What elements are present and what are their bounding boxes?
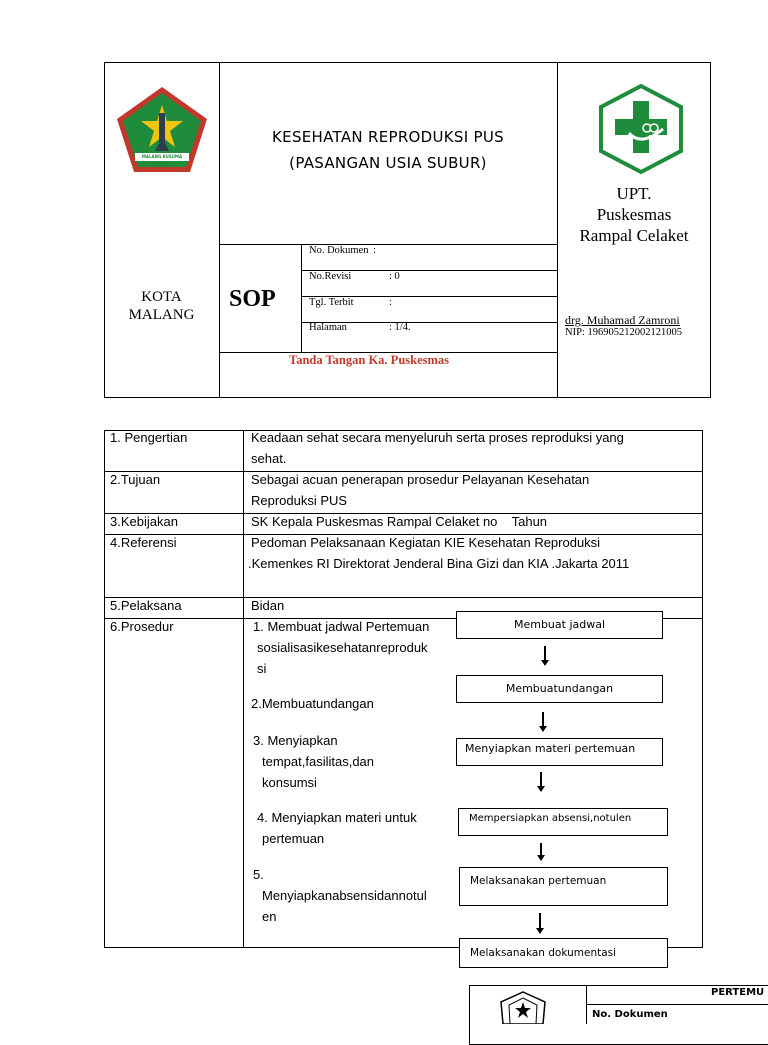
divider xyxy=(219,62,220,398)
flowchart-box: Melaksanakan dokumentasi xyxy=(459,938,668,968)
row-content: SK Kepala Puskesmas Rampal Celaket no Tahun xyxy=(251,514,548,529)
footer-doc-label: No. Dokumen xyxy=(592,1009,668,1020)
row-content: Keadaan sehat secara menyeluruh serta proses reproduksi yang sehat. xyxy=(251,430,624,466)
title-line-2: (PASANGAN USIA SUBUR) xyxy=(289,154,487,172)
footer-title: PERTEMU xyxy=(711,987,765,998)
document-title xyxy=(219,124,557,176)
row-label: 2.Tujuan xyxy=(110,472,161,487)
meta-label: No. Dokumen xyxy=(309,245,369,256)
row-content: Bidan xyxy=(251,598,285,613)
procedure-step: 3. Menyiapkan tempat,fasilitas,dan konsumsi xyxy=(253,733,375,790)
flowchart-box: Membuatundangan xyxy=(456,675,663,703)
procedure-step: 5. Menyiapkanabsensidannotul en xyxy=(253,867,427,924)
meta-label: No.Revisi xyxy=(309,271,352,282)
meta-row xyxy=(309,297,549,321)
upt-name: UPT. Puskesmas Rampal Celaket xyxy=(579,184,689,245)
row-label: 3.Kebijakan xyxy=(110,514,178,529)
row-content: Sebagai acuan penerapan prosedur Pelayanan Kesehatan Reproduksi PUS xyxy=(251,472,590,508)
row-label: 1. Pengertian xyxy=(110,430,188,445)
flowchart-box: Menyiapkan materi pertemuan xyxy=(456,738,663,766)
row-label: 5.Pelaksana xyxy=(110,598,182,613)
signer-nip: NIP: 196905212002121005 xyxy=(565,327,682,338)
title-line-1: KESEHATAN REPRODUKSI PUS xyxy=(272,128,504,146)
logo-caption: MALANG KUSUMA BANGSA xyxy=(141,154,183,167)
flowchart-box: Membuat jadwal xyxy=(456,611,663,639)
meta-label: Halaman xyxy=(309,322,347,333)
meta-value: : 0 xyxy=(389,271,400,282)
signer-name: drg. Muhamad Zamroni xyxy=(565,313,680,327)
puskesmas-logo xyxy=(597,83,685,175)
row-content: Pedoman Pelaksanaan Kegiatan KIE Kesehatan Reproduksi .Kemenkes RI Direktorat Jenderal Bina Gizi dan KIA .Jakarta 2011 xyxy=(248,535,630,571)
meta-row xyxy=(309,245,549,269)
meta-value: : 1/4. xyxy=(389,322,411,333)
flowchart-box: Melaksanakan pertemuan xyxy=(459,867,668,906)
row-label: 6.Prosedur xyxy=(110,619,174,634)
meta-value: : xyxy=(389,297,392,308)
divider xyxy=(104,597,703,598)
jawa-timur-logo xyxy=(497,990,549,1024)
divider xyxy=(243,430,244,948)
divider xyxy=(301,244,302,352)
signature-caption: Tanda Tangan Ka. Puskesmas xyxy=(289,353,450,367)
meta-label: Tgl. Terbit xyxy=(309,297,354,308)
procedure-step: 1. Membuat jadwal Pertemuan sosialisasikesehatanreproduk si xyxy=(253,619,430,676)
kota-label: KOTA MALANG xyxy=(128,289,195,323)
row-label: 4.Referensi xyxy=(110,535,177,550)
procedure-step: 2.Membuatundangan xyxy=(251,696,374,711)
divider xyxy=(586,1004,768,1005)
kota-malang-logo xyxy=(115,85,209,175)
procedure-step: 4. Menyiapkan materi untuk pertemuan xyxy=(257,810,417,846)
flowchart-box: Mempersiapkan absensi,notulen xyxy=(458,808,668,836)
meta-row xyxy=(309,322,549,346)
sop-label: SOP xyxy=(229,286,276,312)
meta-value: : xyxy=(373,245,377,256)
meta-row xyxy=(309,271,549,295)
